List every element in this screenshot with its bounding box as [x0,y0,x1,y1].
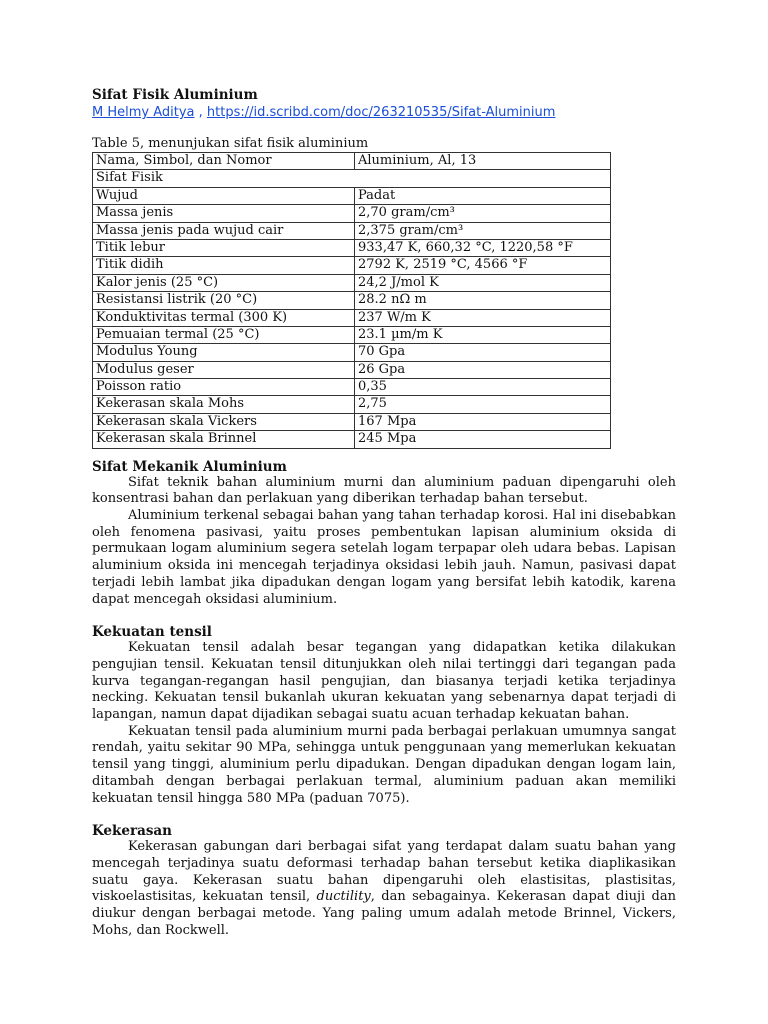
table-row [93,222,611,239]
table-subheader: Sifat Fisik [93,170,611,187]
property-name: Titik didih [93,257,355,274]
property-name: Modulus Young [93,344,355,361]
property-name: Nama, Simbol, dan Nomor [93,153,355,170]
table-row [93,239,611,256]
paragraph-text: Kekerasan gabungan dari berbagai sifat yang terdapat dalam suatu bahan yang mencegah terjadinya suatu deformasi terhadap bahan tersebut ketika diaplikasikan suatu gaya. Kekerasan suatu bahan dipengaruhi oleh elastisitas, plastisitas, viskoelastisitas, kekuatan tensil, [92,839,676,905]
table-row [93,326,611,343]
property-value: Aluminium, Al, 13 [355,153,611,170]
table-row [93,274,611,291]
paragraph: Kekuatan tensil adalah besar tegangan yang didapatkan ketika dilakukan pengujian tensil. Kekuatan tensil ditunjukkan oleh nilai tertinggi dari tegangan pada kurva tegangan-regangan hasil pengujian, dan biasanya terjadi ketika terjadinya necking. Kekuatan tensil bukanlah ukuran kekuatan yang sebenarnya dapat terjadi di lapangan, namun dapat dijadikan sebagai suatu acuan terhadap kekuatan bahan. [92,640,676,723]
property-value: 933,47 K, 660,32 °C, 1220,58 °F [355,239,611,256]
paragraph-text: Kekerasan dapat diuji dan diukur dengan berbagai metode. Yang paling umum adalah metode Brinnel, Vickers, Mohs, dan Rockwell. [92,889,676,938]
section-heading-kekerasan: Kekerasan [92,823,172,840]
table-row [93,187,611,204]
property-value: 245 Mpa [355,431,611,448]
paragraph: Aluminium terkenal sebagai bahan yang tahan terhadap korosi. Hal ini disebabkan oleh fenomena pasivasi, yaitu proses pembentukan lapisan aluminium oksida di permukaan logam aluminium segera setelah logam terpapar oleh udara bebas. Lapisan aluminium oksida ini mencegah terjadinya oksidasi lebih jauh. Namun, pasivasi dapat terjadi lebih lambat jika dipadukan dengan logam yang bersifat lebih katodik, karena dapat mencegah oksidasi aluminium. [92,508,676,607]
property-value: 167 Mpa [355,413,611,430]
table-row [93,205,611,222]
table-caption: Table 5, menunjukan sifat fisik aluminium [92,136,369,151]
table-row [93,170,611,187]
property-name: Poisson ratio [93,379,355,396]
section-heading-kekuatan-tensil: Kekuatan tensil [92,624,212,641]
paragraph: Kekuatan tensil pada aluminium murni pada berbagai perlakuan umumnya sangat rendah, yaitu sekitar 90 MPa, sehingga untuk penggunaan yang memerlukan kekuatan tensil yang tinggi, aluminium perlu dipadukan. Dengan dipadukan dengan logam lain, ditambah dengan berbagai perlakuan termal, aluminium paduan akan memiliki kekuatan tensil hingga 580 MPa (paduan 7075). [92,723,676,806]
property-value: 237 W/m K [355,309,611,326]
property-name: Pemuaian termal (25 °C) [93,326,355,343]
source-url-link[interactable]: https://id.scribd.com/doc/263210535/Sifat-Aluminium [206,105,556,120]
property-name: Modulus geser [93,361,355,378]
document-title: Sifat Fisik Aluminium [92,87,258,103]
property-value: 70 Gpa [355,344,611,361]
property-value: 24,2 J/mol K [355,274,611,291]
property-name: Kekerasan skala Mohs [93,396,355,413]
table-row [93,379,611,396]
emphasis-ductility: ductility [316,889,371,905]
property-name: Resistansi listrik (20 °C) [93,292,355,309]
paragraph-text: , dan sebagainya. [370,889,497,905]
property-value: 0,35 [355,379,611,396]
property-name: Wujud [93,187,355,204]
property-name: Kekerasan skala Brinnel [93,431,355,448]
table-row [93,257,611,274]
section-heading-sifat-mekanik: Sifat Mekanik Aluminium [92,458,287,475]
property-name: Massa jenis pada wujud cair [93,222,355,239]
property-value: 23.1 µm/m K [355,326,611,343]
byline-separator: , [194,105,207,120]
property-name: Massa jenis [93,205,355,222]
property-value: 2,375 gram/cm³ [355,222,611,239]
table-row [93,396,611,413]
property-value: 2,70 gram/cm³ [355,205,611,222]
byline [92,104,676,122]
property-name: Kalor jenis (25 °C) [93,274,355,291]
table-row [93,153,611,170]
property-value: 26 Gpa [355,361,611,378]
property-name: Kekerasan skala Vickers [93,413,355,430]
property-value: 2,75 [355,396,611,413]
table-row [93,413,611,430]
property-value: 2792 K, 2519 °C, 4566 °F [355,257,611,274]
table-row [93,344,611,361]
paragraph [92,839,676,939]
table-row [93,431,611,448]
document-content [92,86,676,940]
table-row [93,292,611,309]
property-name: Titik lebur [93,239,355,256]
paragraph: Sifat teknik bahan aluminium murni dan aluminium paduan dipengaruhi oleh konsentrasi bahan dan perlakuan yang diberikan terhadap bahan tersebut. [92,474,676,507]
table-row [93,361,611,378]
property-value: 28.2 nΩ m [355,292,611,309]
property-name: Konduktivitas termal (300 K) [93,309,355,326]
property-value: Padat [355,187,611,204]
author-link[interactable]: M Helmy Aditya [92,105,195,120]
table-row [93,309,611,326]
physical-properties-table [92,152,611,449]
